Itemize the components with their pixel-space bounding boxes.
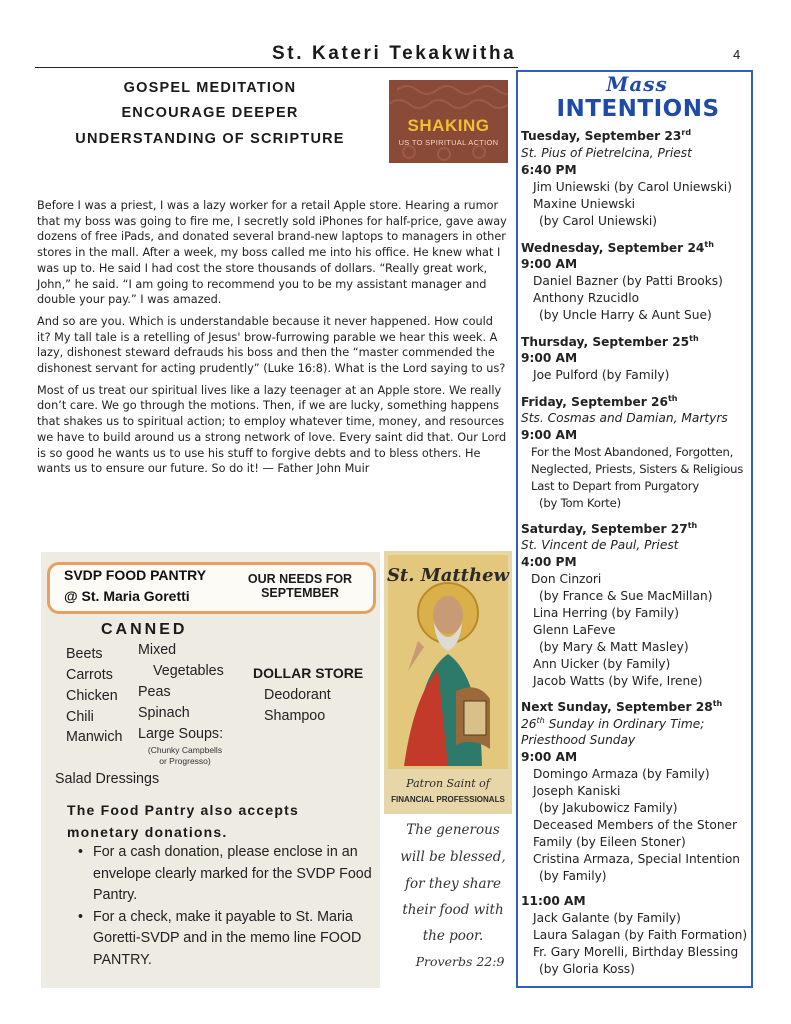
needs-line-1: OUR NEEDS FOR — [247, 572, 353, 586]
proverb-line: will be blessed, — [400, 849, 506, 865]
mass-intention: Jacob Watts (by Wife, Irene) — [533, 674, 703, 688]
salad-dressings-item: Salad Dressings — [55, 771, 160, 787]
mass-intention: Jim Uniewski (by Carol Uniewski) — [533, 180, 732, 194]
mass-time: 9:00 AM — [521, 351, 578, 365]
canned-item: Carrots — [66, 667, 113, 683]
canned-item: Chicken — [66, 688, 118, 704]
donation-bullet-cash: • For a cash donation, please enclose in an envelope clearly marked for the SVDP Food Pantry. — [93, 842, 373, 907]
mass-day-friday: Friday, September 26th — [521, 394, 678, 410]
mass-time: 9:00 AM — [521, 750, 578, 764]
canned-item: Large Soups: — [138, 726, 224, 742]
mass-time: 6:40 PM — [521, 163, 577, 177]
mass-intention: (by Uncle Harry & Aunt Sue) — [539, 308, 712, 322]
mass-day-wednesday: Wednesday, September 24th — [521, 240, 714, 256]
accept-line-2: monetary donations. — [67, 823, 228, 840]
intentions-heading: INTENTIONS — [556, 96, 720, 122]
mass-intention: (by Gloria Koss) — [539, 962, 635, 976]
mass-intention: Ann Uicker (by Family) — [533, 657, 671, 671]
mass-day-saturday: Saturday, September 27th — [521, 521, 698, 537]
mass-intention: Daniel Bazner (by Patti Brooks) — [533, 274, 723, 288]
mass-feast: 26th Sunday in Ordinary Time; — [521, 716, 705, 732]
proverb-line: their food with — [402, 902, 504, 918]
mass-intention: Family (by Eileen Stoner) — [533, 835, 686, 849]
shaking-subtitle: US TO SPIRITUAL ACTION — [398, 138, 499, 147]
canned-item: Chili — [66, 709, 94, 725]
mass-intention: Jack Galante (by Family) — [533, 911, 681, 925]
matthew-caption-line-1: Patron Saint of — [406, 777, 490, 790]
shaking-graphic — [389, 80, 508, 163]
mass-intention: (by Family) — [539, 869, 607, 883]
proverb-line: The generous — [406, 822, 500, 838]
mass-feast: St. Pius of Pietrelcina, Priest — [521, 146, 692, 160]
proverb-line: for they share — [404, 876, 501, 892]
mass-intention: Glenn LaFeve — [533, 623, 616, 637]
st-matthew-image — [384, 551, 512, 814]
mass-time: 9:00 AM — [521, 257, 578, 271]
mass-intention: Anthony Rzucidlo — [533, 291, 640, 305]
shaking-word: SHAKING — [407, 116, 490, 135]
mass-intention: Joe Pulford (by Family) — [533, 368, 670, 382]
accept-line-1: The Food Pantry also accepts — [67, 802, 299, 818]
mass-heading: Mass — [606, 72, 668, 96]
mass-time: 11:00 AM — [521, 894, 586, 908]
accept-donations-text — [67, 800, 299, 843]
mass-intention: (by Carol Uniewski) — [539, 214, 658, 228]
mass-time: 9:00 AM — [521, 428, 578, 442]
meditation-paragraph: Most of us treat our spiritual lives like a lazy teenager at an Apple store. We really don’t care. We go through the motions. Then, if we are lucky, something happens that shakes us to spiritual action; to employ whatever time, money, and resources we have to build around us a strong network of love. Every saint did that. Our Lord is so good he wants us to use his stuff to forgive debts and to bless others. He wants us to ensure our future. So do it! — Father John Muir — [37, 383, 507, 476]
canned-heading: CANNED — [101, 621, 188, 638]
meditation-paragraph: Before I was a priest, I was a lazy worker for a retail Apple store. Hearing a rumor that my boss was going to fire me, I secretly sold iPhones for half-price, gave away dozens of free iPads, and donated several brand-new laptops to managers in other stores in the mall. After a week, my boss called me into his office. He knew what I was up to. He said I had cost the store thousands of dollars. “Really great work, John,” he said. “I am going to recommend you to be my assistant manager and double your pay.” I was amazed. — [37, 199, 507, 307]
donation-bullets — [93, 842, 373, 971]
needs-line-2: SEPTEMBER — [261, 586, 339, 600]
mass-intention: (by France & Sue MacMillan) — [539, 589, 713, 603]
meditation-title-line-1: GOSPEL MEDITATION — [123, 80, 297, 96]
canned-item: Mixed — [138, 642, 177, 658]
canned-item: Beets — [66, 646, 103, 662]
mass-feast: St. Vincent de Paul, Priest — [521, 538, 679, 552]
canned-item: Peas — [138, 684, 171, 700]
proverb-line: the poor. — [422, 928, 484, 944]
page-header-title: St. Kateri Tekakwitha — [272, 43, 517, 64]
st-matthew-name: St. Matthew — [386, 565, 510, 586]
mass-day-sunday: Next Sunday, September 28th — [521, 699, 723, 715]
meditation-title-line-3: UNDERSTANDING OF SCRIPTURE — [75, 131, 345, 147]
proverb-citation: Proverbs 22:9 — [415, 954, 505, 969]
mass-intention: (by Tom Korte) — [539, 496, 621, 510]
meditation-body — [37, 198, 507, 483]
mass-intention: Fr. Gary Morelli, Birthday Blessing — [533, 945, 739, 959]
mass-intention: For the Most Abandoned, Forgotten, — [531, 445, 734, 459]
matthew-caption-line-2: FINANCIAL PROFESSIONALS — [391, 795, 505, 804]
mass-feast: Sts. Cosmas and Damian, Martyrs — [521, 411, 728, 425]
mass-intention: Neglected, Priests, Sisters & Religious — [531, 462, 744, 476]
mass-intention: Cristina Armaza, Special Intention — [533, 852, 741, 866]
mass-intention: Laura Salagan (by Faith Formation) — [533, 928, 748, 942]
pantry-title-line-2: @ St. Maria Goretti — [64, 588, 190, 604]
mass-intention: Lina Herring (by Family) — [533, 606, 679, 620]
dollar-item: Shampoo — [264, 708, 326, 724]
canned-item: Spinach — [138, 705, 190, 721]
mass-feast: Priesthood Sunday — [521, 733, 636, 747]
mass-intention: Last to Depart from Purgatory — [531, 479, 699, 493]
mass-intention: Deceased Members of the Stoner — [533, 818, 738, 832]
mass-intention: Maxine Uniewski — [533, 197, 635, 211]
dollar-store-heading: DOLLAR STORE — [253, 665, 364, 681]
mass-intention: Don Cinzori — [531, 572, 602, 586]
mass-intention: (by Mary & Matt Masley) — [539, 640, 689, 654]
soups-note-line-1: (Chunky Campbells — [147, 745, 223, 755]
mass-day-thursday: Thursday, September 25th — [521, 334, 699, 350]
mass-intention: (by Jakubowicz Family) — [539, 801, 678, 815]
dollar-item: Deodorant — [264, 687, 331, 703]
soups-note-line-2: or Progresso) — [159, 756, 211, 766]
canned-item: Manwich — [66, 729, 123, 745]
mass-intention: Domingo Armaza (by Family) — [533, 767, 710, 781]
canned-item: Vegetables — [153, 663, 224, 679]
meditation-paragraph: And so are you. Which is understandable because it never happened. How could it? My tall tale is a retelling of Jesus' brow-furrowing parable we hear this week. A lazy, dishonest steward defrauds his boss and then the “master commended the dishonest servant for acting prudently” (Luke 16:8). What is the Lord saying to us? — [37, 314, 506, 376]
donation-bullet-check: • For a check, make it payable to St. Maria Goretti-SVDP and in the memo line FOOD PANTRY. — [93, 907, 373, 972]
pantry-title-line-1: SVDP FOOD PANTRY — [64, 567, 207, 583]
page-number: 4 — [733, 47, 741, 62]
mass-time: 4:00 PM — [521, 555, 577, 569]
header-rule — [35, 67, 518, 68]
mass-intention: Joseph Kaniski — [533, 784, 621, 798]
mass-day-tuesday: Tuesday, September 23rd — [521, 128, 692, 144]
meditation-title-line-2: ENCOURAGE DEEPER — [121, 105, 299, 121]
